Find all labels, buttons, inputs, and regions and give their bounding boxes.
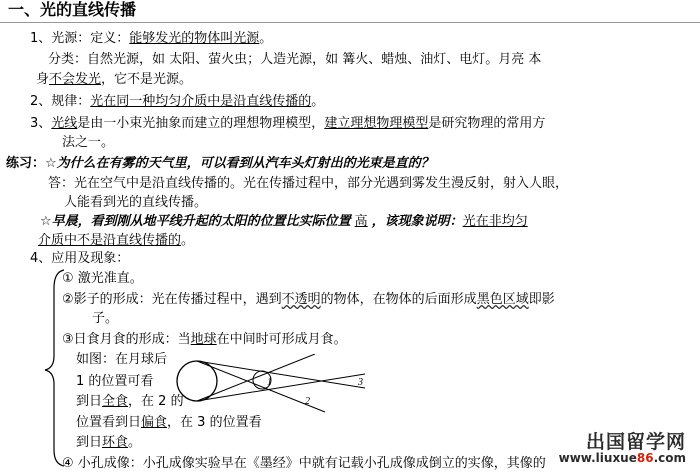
punctuation: 。 (259, 31, 273, 46)
exercise-answer-2-line (38, 232, 194, 250)
exercise-question-line (6, 155, 434, 173)
url-part: .com (653, 451, 686, 465)
eclipse-text-2: 在中间时可形成月食。 (216, 332, 347, 347)
eclipse-partial: 偏食 (141, 415, 168, 430)
caption-text: 。 (128, 435, 142, 450)
eclipse-total: 全食 (102, 394, 129, 409)
light-ray-term: 光线 (51, 116, 78, 131)
exercise-question-2-line (40, 213, 528, 231)
light-ray (197, 361, 365, 388)
url-part: 86 (636, 451, 654, 465)
light-ray (197, 374, 365, 401)
moon-note-end: ，它不是光源。 (101, 72, 193, 87)
eclipse-text: ③日食月食的形成：当 (62, 332, 191, 347)
applications-heading: 4、应用及现象： (30, 251, 130, 266)
exercise-question: ☆为什么在有雾的天气里，可以看到从汽车头灯射出的光束是直的？ (45, 156, 434, 171)
shadow-text-3: 即影 (528, 292, 555, 307)
title-divider (0, 22, 700, 23)
caption-text: 到日 (76, 394, 103, 409)
shadow-key-dark-region: 黑色区域 (476, 292, 529, 307)
moon-note-line (36, 71, 192, 89)
item-number: 3、 (30, 116, 52, 131)
shadow-text: ②影子的形成：光在传播过程中，遇到 (62, 292, 282, 307)
eclipse-key-earth: 地球 (190, 332, 217, 347)
light-source-definition: 能够发光的物体叫光源 (129, 31, 260, 46)
eclipse-caption-2: 1 的位置可看 (76, 374, 154, 389)
watermark-url (559, 452, 686, 464)
light-source-label: 1、光源：定义： (30, 31, 130, 46)
caption-text: 到日 (76, 435, 103, 450)
exercise-answer-line-1: 答：光在空气中是沿直线传播的。光在传播过程中，部分光遇到雾发生漫反射，射入人眼， (48, 176, 569, 191)
application-laser: ① 激光准直。 (62, 271, 143, 286)
eclipse-annular: 环食 (102, 435, 129, 450)
application-shadow-line (62, 291, 555, 309)
caption-text: 位置看到日 (76, 415, 142, 430)
exercise-question-2: ☆早晨，看到刚从地平线升起的太阳的位置比实际位置 (40, 214, 351, 229)
shadow-text-2: 的物体，在物体的后面形成 (320, 292, 477, 307)
application-pinhole: ④ 小孔成像：小孔成像实验早在《墨经》中就有记载小孔成像成倒立的实像，其像的 (62, 456, 546, 471)
punctuation: 。 (311, 94, 325, 109)
caption-text: ，在 2 的 (128, 394, 184, 409)
propagation-law-line (30, 93, 324, 111)
application-eclipse-line (62, 331, 347, 349)
eclipse-caption-1: 如图：在月球后 (76, 352, 168, 367)
watermark-name: 出国留学网 (585, 431, 686, 453)
moon-note-start: 身 (36, 72, 50, 87)
exercise-answer-blank-explain: 光在非均匀 (462, 214, 528, 229)
url-part: www.liuxue (558, 451, 637, 465)
eclipse-caption-5 (76, 434, 141, 452)
exercise-answer-blank-high: 高 (354, 214, 368, 229)
section-title: 一、光的直线传播 (8, 0, 137, 19)
light-source-classification: 分类：自然光源，如 太阳、萤火虫；人造光源，如 篝火、蜡烛、油灯、电灯。月亮 本 (48, 52, 542, 67)
light-source-definition-line (30, 30, 272, 48)
exercise-label: 练习： (6, 156, 46, 171)
site-watermark (559, 433, 686, 464)
exercise-question-2-cont: ，该现象说明： (371, 214, 463, 229)
exercise-answer-line-2: 人能看到光的直线传播。 (64, 195, 208, 210)
eclipse-caption-3 (76, 393, 184, 411)
eclipse-diagram (175, 354, 385, 426)
light-ray-model-line (30, 115, 545, 133)
model-note: 是研究物理的常用方 (428, 116, 546, 131)
ideal-model-term: 建立理想物理模型 (324, 116, 429, 131)
shadow-key-opaque: 不透明 (281, 292, 321, 307)
law-label: 2、规律： (30, 94, 91, 109)
light-ray-description: 是由一小束光抽象而建立的理想物理模型， (77, 116, 325, 131)
punctuation: 。 (181, 233, 195, 248)
position-2-label: 2 (305, 396, 310, 407)
application-shadow-cont: 子。 (92, 311, 119, 326)
moon-note-key: 不会发光 (49, 72, 102, 87)
position-1-label: 1 (267, 377, 272, 388)
position-3-label: 3 (358, 377, 363, 388)
model-note-continued: 法之一。 (62, 135, 115, 150)
exercise-answer-continued: 介质中不是沿直线传播的 (38, 233, 182, 248)
law-statement: 光在同一种均匀介质中是沿直线传播的 (90, 94, 312, 109)
caption-text: ，在 3 的位置看 (167, 415, 262, 430)
